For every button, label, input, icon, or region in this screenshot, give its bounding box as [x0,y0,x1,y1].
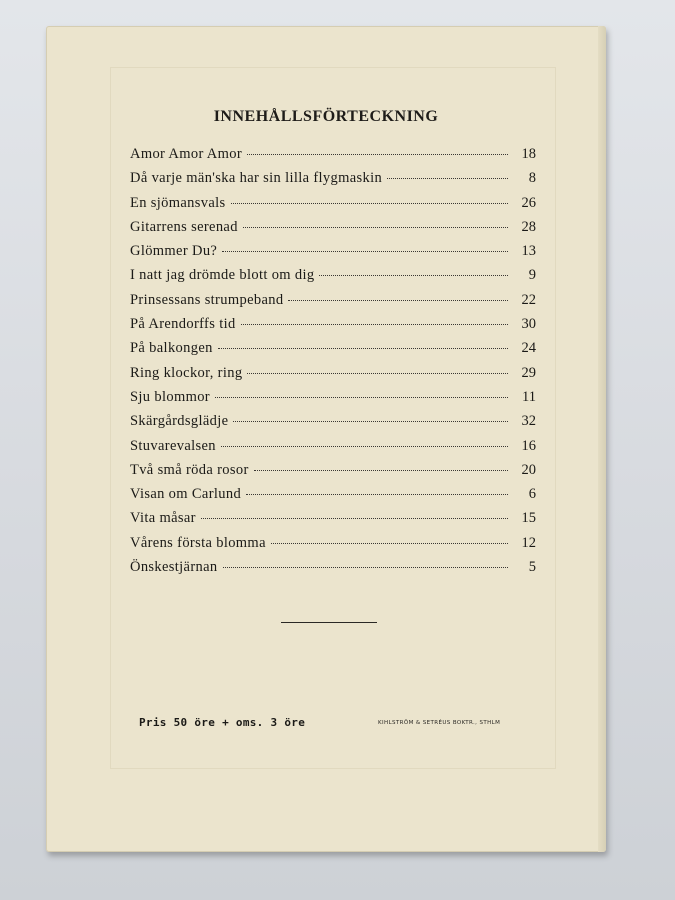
toc-entry-page: 6 [528,486,536,503]
toc-entry [130,559,536,583]
toc-dot-leader [254,470,508,471]
toc-entry [130,486,536,510]
toc-entry-page: 29 [521,364,536,381]
toc-entry [130,219,536,243]
toc-entry-title: Ring klockor, ring [130,364,243,381]
toc-dot-leader [215,397,508,398]
toc-entry-title: Prinsessans strumpeband [130,291,284,308]
booklet-edge [598,26,606,852]
toc-entry [130,510,536,534]
toc-entry-title: Två små röda rosor [130,461,249,478]
toc-dot-leader [246,494,508,495]
toc-entry-title: En sjömansvals [130,194,226,211]
toc-entry [130,438,536,462]
toc-dot-leader [223,567,508,568]
toc-entry-title: Sju blommor [130,388,210,405]
toc-entry-title: Vårens första blomma [130,534,266,551]
toc-entry [130,413,536,437]
toc-entry [130,146,536,170]
toc-entry [130,535,536,559]
toc-dot-leader [233,421,508,422]
toc-entry-page: 20 [521,461,536,478]
toc-dot-leader [218,348,508,349]
toc-entry-page: 12 [521,534,536,551]
toc-dot-leader [231,203,508,204]
toc-entry-page: 16 [521,437,536,454]
toc-dot-leader [247,154,508,155]
printer-imprint: KIHLSTRÖM & SETRÉUS BOKTR., STHLM [378,720,501,726]
toc-entry-page: 32 [521,413,536,430]
toc-dot-leader [288,300,508,301]
toc-entry-page: 9 [528,267,536,284]
toc-entry-title: Gitarrens serenad [130,218,238,235]
toc-dot-leader [387,178,508,179]
toc-dot-leader [222,251,508,252]
toc-entry-title: Då varje män'ska har sin lilla flygmaskin [130,170,383,187]
toc-entry-page: 28 [521,218,536,235]
toc-entry-title: Önskestjärnan [130,559,218,576]
toc-entry [130,267,536,291]
toc-entry-page: 13 [521,243,536,260]
toc-entry-title: Skärgårdsglädje [130,413,229,430]
toc-dot-leader [201,518,508,519]
toc-entry-page: 5 [528,559,536,576]
toc-entry-page: 18 [521,146,536,162]
toc-entry-page: 24 [521,340,536,357]
divider-line [281,622,377,623]
toc-dot-leader [243,227,508,228]
toc-entry [130,243,536,267]
toc-entry-title: På Arendorffs tid [130,316,236,333]
toc-entry-title: På balkongen [130,340,213,357]
toc-dot-leader [247,373,508,374]
toc-list [130,146,536,583]
toc-entry-page: 15 [521,510,536,527]
toc-entry-page: 30 [521,316,536,333]
toc-entry-title: Glömmer Du? [130,243,218,260]
toc-entry-title: Visan om Carlund [130,486,242,503]
toc-dot-leader [319,275,508,276]
toc-dot-leader [221,446,508,447]
toc-entry-page: 11 [522,388,536,405]
toc-entry [130,389,536,413]
toc-entry [130,340,536,364]
toc-entry [130,195,536,219]
toc-title: INNEHÅLLSFÖRTECKNING [213,108,439,125]
toc-entry [130,316,536,340]
toc-entry-page: 8 [528,170,536,187]
booklet-back-cover [46,26,606,852]
price-text: Pris 50 öre + oms. 3 öre [139,716,306,729]
toc-entry-page: 26 [521,194,536,211]
toc-entry-title: Amor Amor Amor [130,146,243,162]
toc-entry [130,170,536,194]
toc-dot-leader [241,324,508,325]
toc-entry [130,292,536,316]
toc-entry-title: Stuvarevalsen [130,437,216,454]
toc-entry [130,462,536,486]
toc-entry-title: Vita måsar [130,510,196,527]
toc-entry-page: 22 [521,291,536,308]
toc-entry-title: I natt jag drömde blott om dig [130,267,315,284]
toc-dot-leader [271,543,508,544]
toc-entry [130,365,536,389]
